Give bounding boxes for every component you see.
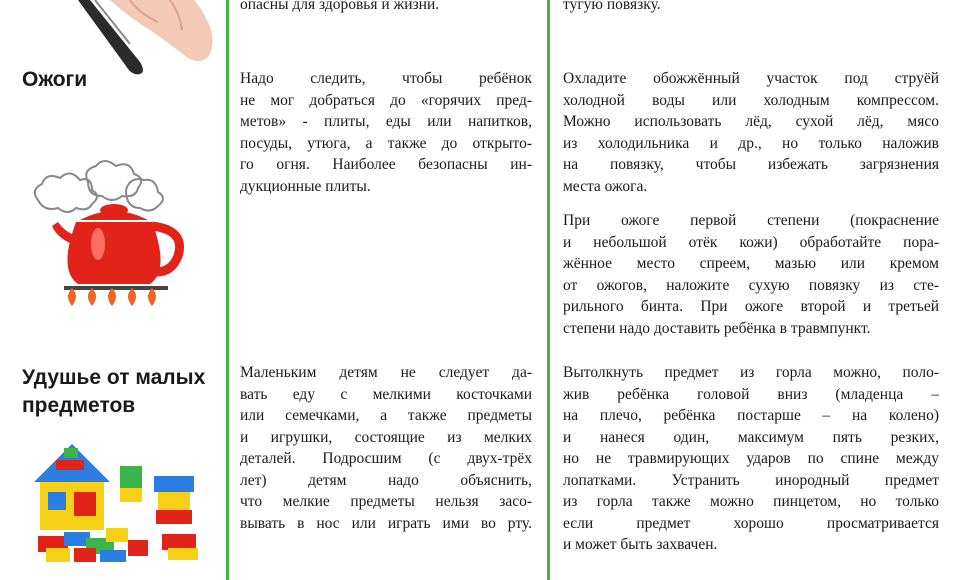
text-line: холодной воды или холодным компрессом. bbox=[563, 91, 939, 109]
text-line: не мог добраться до «горячих пред- bbox=[240, 91, 532, 109]
column-divider-right bbox=[547, 0, 550, 580]
text-line: опасны для здоровья и жизни. bbox=[240, 0, 440, 13]
text-line: на повязку, чтобы избежать загрязнения bbox=[563, 156, 939, 173]
text-line: но не травмирующих ударов по спине между bbox=[563, 450, 939, 467]
middle-choking-prevention bbox=[240, 362, 532, 534]
text-line: места ожога. bbox=[563, 177, 648, 195]
text-line: Охладите обожжённый участок под струёй bbox=[563, 70, 939, 87]
middle-burns-prevention bbox=[240, 68, 532, 197]
text-line: и нанеся один, максимум пять резких, bbox=[563, 428, 939, 446]
text-line: рильного бинта. При ожоге второй и третьей bbox=[563, 298, 939, 315]
toy-bricks-illustration bbox=[34, 436, 210, 566]
right-choking-first-aid bbox=[563, 362, 939, 556]
text-line: го огня. Наиболее безопасны ин- bbox=[240, 156, 532, 173]
text-line: посуды, утюга, а также до открыто- bbox=[240, 134, 532, 152]
red-kettle-on-flame-illustration bbox=[18, 160, 188, 306]
text-line: степени надо доставить ребёнка в травмпункт. bbox=[563, 319, 871, 337]
text-line: если предмет хорошо просматривается bbox=[563, 514, 939, 532]
right-top-fragment bbox=[563, 0, 939, 16]
text-line: лопатками. Устранить инородный предмет bbox=[563, 471, 939, 489]
column-divider-left bbox=[226, 0, 229, 580]
text-line: и может быть захвачен. bbox=[563, 536, 718, 553]
row-heading-choking-line-2: предметов bbox=[22, 394, 136, 417]
text-line: тугую повязку. bbox=[563, 0, 661, 13]
text-line: лет) детям надо объяснить, bbox=[240, 471, 532, 489]
text-line: и игрушки, состоящие из мелких bbox=[240, 428, 532, 446]
text-line: и небольшой отёк кожи) обработайте пора- bbox=[563, 233, 939, 251]
text-line: Вытолкнуть предмет из горла можно, поло- bbox=[563, 364, 939, 381]
row-heading-choking-line-1: Удушье от малых bbox=[22, 366, 206, 389]
hand-with-knife-illustration bbox=[70, 0, 220, 78]
text-line: вывать в нос или играть ими во рту. bbox=[240, 514, 532, 532]
text-line: из горла также можно пинцетом, но только bbox=[563, 493, 939, 510]
text-line: Маленьким детям не следует да- bbox=[240, 364, 532, 381]
row-heading-choking bbox=[22, 364, 205, 420]
row-heading-burns: Ожоги bbox=[22, 68, 88, 91]
text-line: или семечками, а также предметы bbox=[240, 407, 532, 424]
text-line: от ожогов, наложите сухую повязку из сте- bbox=[563, 276, 939, 294]
text-line: на плечо, ребёнка постарше – на колено) bbox=[563, 407, 939, 424]
text-line: При ожоге первой степени (покраснение bbox=[563, 212, 939, 229]
middle-top-fragment bbox=[240, 0, 532, 16]
text-line: метов» - плиты, еды или напитков, bbox=[240, 113, 532, 130]
text-line: Можно использовать лёд, сухой лёд, мясо bbox=[563, 113, 939, 130]
text-line: жив ребёнка головой вниз (младенца – bbox=[563, 385, 939, 403]
right-burns-first-aid-1 bbox=[563, 68, 939, 197]
text-line: из холодильника и др., но только наложив bbox=[563, 134, 939, 152]
text-line: вать еду с мелкими косточками bbox=[240, 385, 532, 403]
text-line: дукционные плиты. bbox=[240, 177, 371, 195]
right-burns-first-aid-2 bbox=[563, 210, 939, 339]
text-line: Надо следить, чтобы ребёнок bbox=[240, 70, 532, 87]
text-line: жённое место спреем, мазью или кремом bbox=[563, 255, 939, 272]
text-line: деталей. Подросшим (с двух-трёх bbox=[240, 450, 532, 467]
text-line: что мелкие предметы нельзя засо- bbox=[240, 493, 532, 510]
